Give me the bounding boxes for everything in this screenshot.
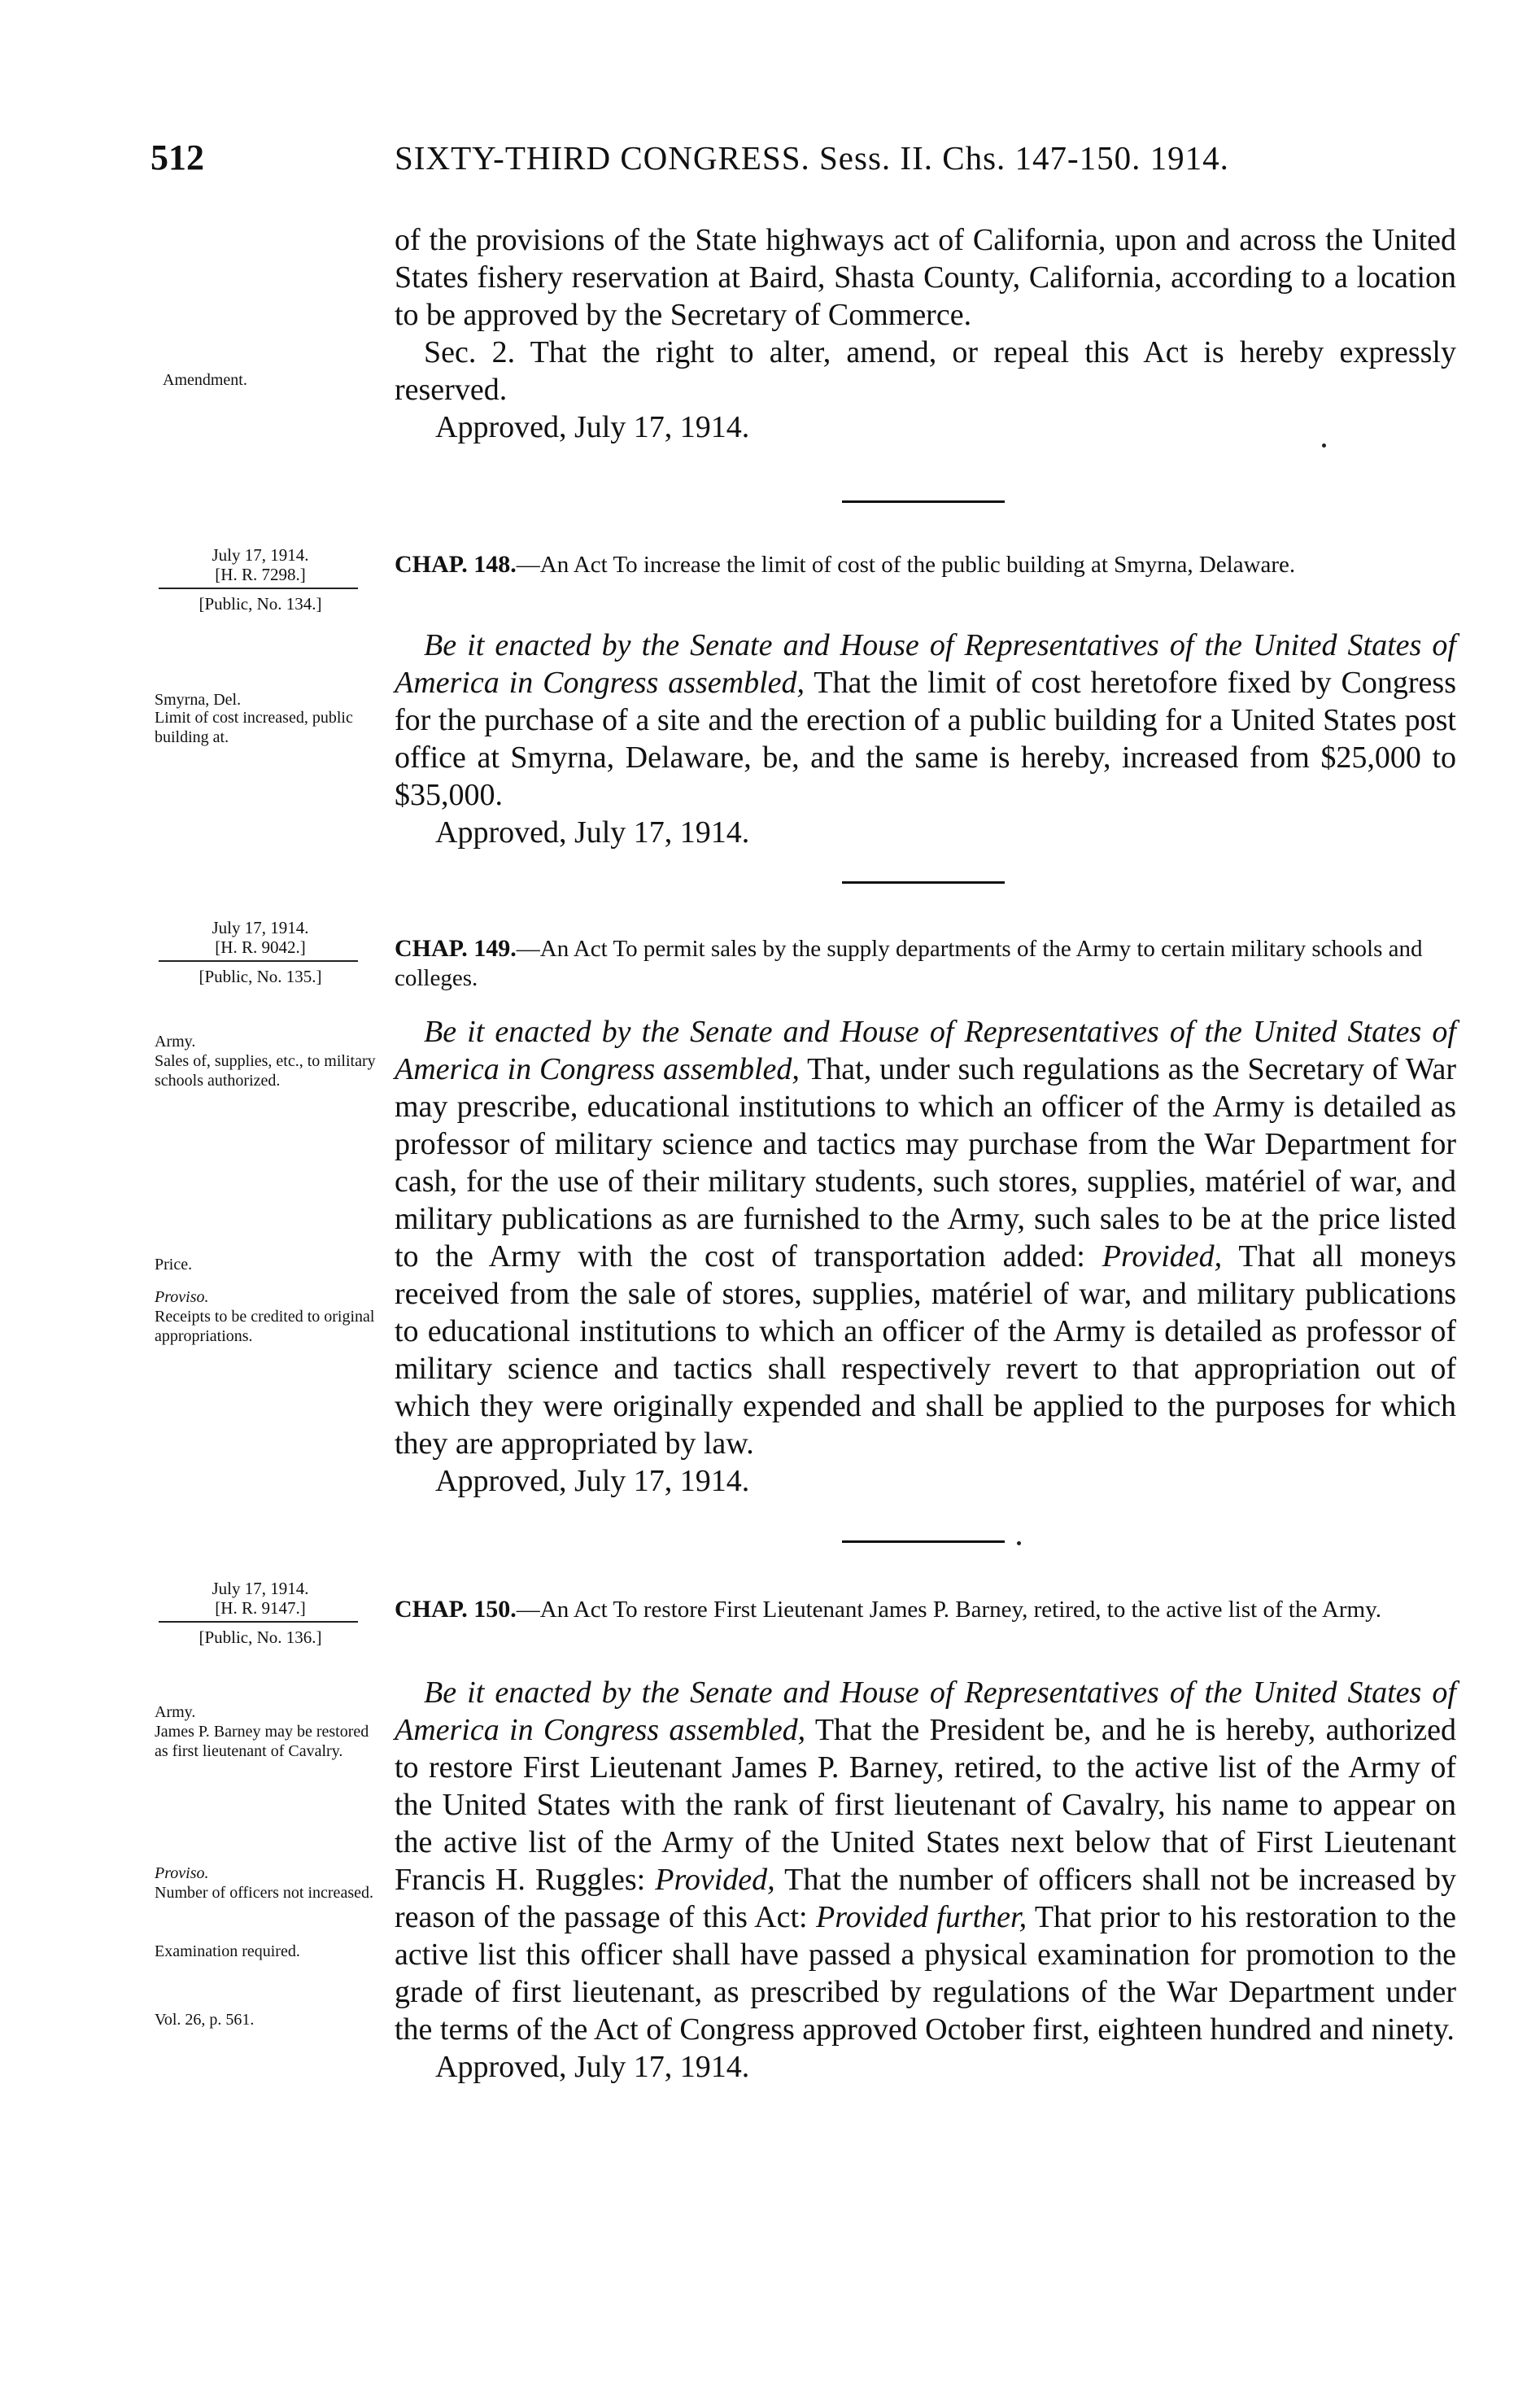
ch149-margin-price: Price. [155,1256,193,1274]
ch148-title [395,550,1456,579]
ch148-date: July 17, 1914. [212,545,309,565]
running-head: SIXTY-THIRD CONGRESS. Sess. II. Chs. 147-150. 1914. [395,139,1229,177]
separator-rule [842,500,1005,503]
ch148-text [395,627,1456,851]
ch148-body: That the limit of cost heretofore fixed by Congress for the purchase of a site and the erection of a public building for a United States post office at Smyrna, Delaware, be, and the same is hereby, increased from $25,000 to $35,000. [395,666,1456,812]
stray-mark [1017,1541,1021,1545]
ch148-approved: Approved, July 17, 1914. [435,815,750,850]
ch148-public-number: [Public, No. 134.] [198,594,322,614]
ch148-enacting-clause: Be it enacted by the Senate and House of Representatives of the United States of America in Congress assembled, [395,628,1456,700]
ch149-enacting-clause: Be it enacted by the Senate and House of Representatives of the United States of America in Congress assembled, [395,1015,1456,1086]
ch150-margin-proviso: Proviso. [155,1864,209,1882]
margin-amendment: Amendment. [163,371,247,389]
ch149-title [395,934,1456,993]
ch150-title [395,1595,1456,1624]
ch149-text [395,1013,1456,1500]
stray-mark [1322,443,1326,448]
ch150-proviso-word-1: Provided, [655,1863,775,1897]
ch147-paragraph-end: of the provisions of the State highways act of California, upon and across the United States fishery reservation at Baird, Shasta County, California, according to a location to be approved by the Secretary of Commerce. [395,223,1456,332]
ch150-date: July 17, 1914. [212,1579,309,1598]
ch147-sec2: Sec. 2. That the right to alter, amend, or repeal this Act is hereby expressly reserved. [395,335,1456,407]
ch150-body-1: That the President be, and he is hereby, authorized to restore First Lieutenant James P. Barney, retired, to the active list of the Army of the United States with the rank of first lieutenant of Cavalry, his name to appear on the active list of the Army of the United States next below that of First Lieutenant Francis H. Ruggles: [395,1713,1456,1897]
ch150-body-3: That prior to his restoration to the active list this officer shall have passed a physical examination for promotion to the grade of first lieutenant, as prescribed by regulations of the War Department under the terms of the Act of Congress approved October first, eighteen hundred and ninety. [395,1900,1456,2047]
ch149-margin-army: Army. [155,1033,196,1051]
ch148-margin-note: Limit of cost increased, public building at. [155,709,353,746]
ch148-chap-number: CHAP. 148. [395,551,517,578]
ch149-body-2: That all moneys received from the sale of stores, supplies, matériel of war, and military publications to educational institutions to which an officer of the Army is detailed as professor of military science and tactics shall respectively revert to that appropriation out of which they were originally expended and shall be applied to the purposes for which they are appropriated by law. [395,1239,1456,1461]
ch150-title-text: —An Act To restore First Lieutenant James P. Barney, retired, to the active list of the Army. [516,1597,1381,1623]
ch150-text [395,1674,1456,2086]
ch149-bill-info [159,918,362,986]
ch147-approved: Approved, July 17, 1914. [435,410,750,444]
ch149-bill-rule [159,960,358,962]
ch150-body-2: That the number of officers shall not be increased by reason of the passage of this Act: [395,1863,1456,1934]
ch149-title-text: —An Act To permit sales by the supply departments of the Army to certain military schools and colleges. [395,936,1423,991]
ch148-bill-rule [159,588,358,589]
ch149-margin-receipts: Receipts to be credited to original appropriations. [155,1308,375,1345]
ch150-enacting-clause: Be it enacted by the Senate and House of Representatives of the United States of America in Congress assembled, [395,1676,1456,1747]
separator-rule [842,1540,1005,1543]
ch149-approved: Approved, July 17, 1914. [435,1464,750,1498]
page-number: 512 [151,138,204,177]
ch148-title-text: —An Act To increase the limit of cost of the public building at Smyrna, Delaware. [516,552,1296,578]
ch149-chap-number: CHAP. 149. [395,935,517,962]
ch150-public-number: [Public, No. 136.] [198,1627,322,1647]
separator-rule [842,881,1005,884]
ch148-margin-place: Smyrna, Del. [155,691,242,709]
ch149-body-1: That, under such regulations as the Secretary of War may prescribe, educational institutions to which an officer of the Army is detailed as professor of military science and tactics may purchase from the War Department for cash, for the use of their military students, such stores, supplies, matériel of war, and military publications as are furnished to the Army, such sales to be at the price listed to the Army with the cost of transportation added: [395,1052,1457,1274]
ch149-bill-number: [H. R. 9042.] [215,937,306,957]
ch150-margin-vol: Vol. 26, p. 561. [155,2011,255,2029]
ch150-bill-info [159,1579,362,1647]
ch150-margin-officers: Number of officers not increased. [155,1884,373,1902]
ch150-chap-number: CHAP. 150. [395,1596,517,1623]
ch149-date: July 17, 1914. [212,918,309,937]
ch150-margin-exam: Examination required. [155,1942,300,1960]
ch149-public-number: [Public, No. 135.] [198,967,322,986]
ch150-margin-barney: James P. Barney may be restored as first lieutenant of Cavalry. [155,1723,369,1760]
ch148-bill-info [159,545,362,614]
ch150-approved: Approved, July 17, 1914. [435,2050,750,2084]
ch148-bill-number: [H. R. 7298.] [215,565,306,584]
ch147-text [395,221,1456,446]
ch149-proviso-word: Provided, [1102,1239,1223,1274]
ch150-bill-rule [159,1621,358,1623]
ch150-bill-number: [H. R. 9147.] [215,1598,306,1618]
ch149-margin-sales: Sales of, supplies, etc., to military schools authorized. [155,1052,376,1090]
ch150-proviso-word-2: Provided further, [816,1900,1027,1934]
ch150-margin-army: Army. [155,1703,196,1721]
ch149-margin-proviso: Proviso. [155,1288,209,1306]
page-header [151,137,1452,186]
